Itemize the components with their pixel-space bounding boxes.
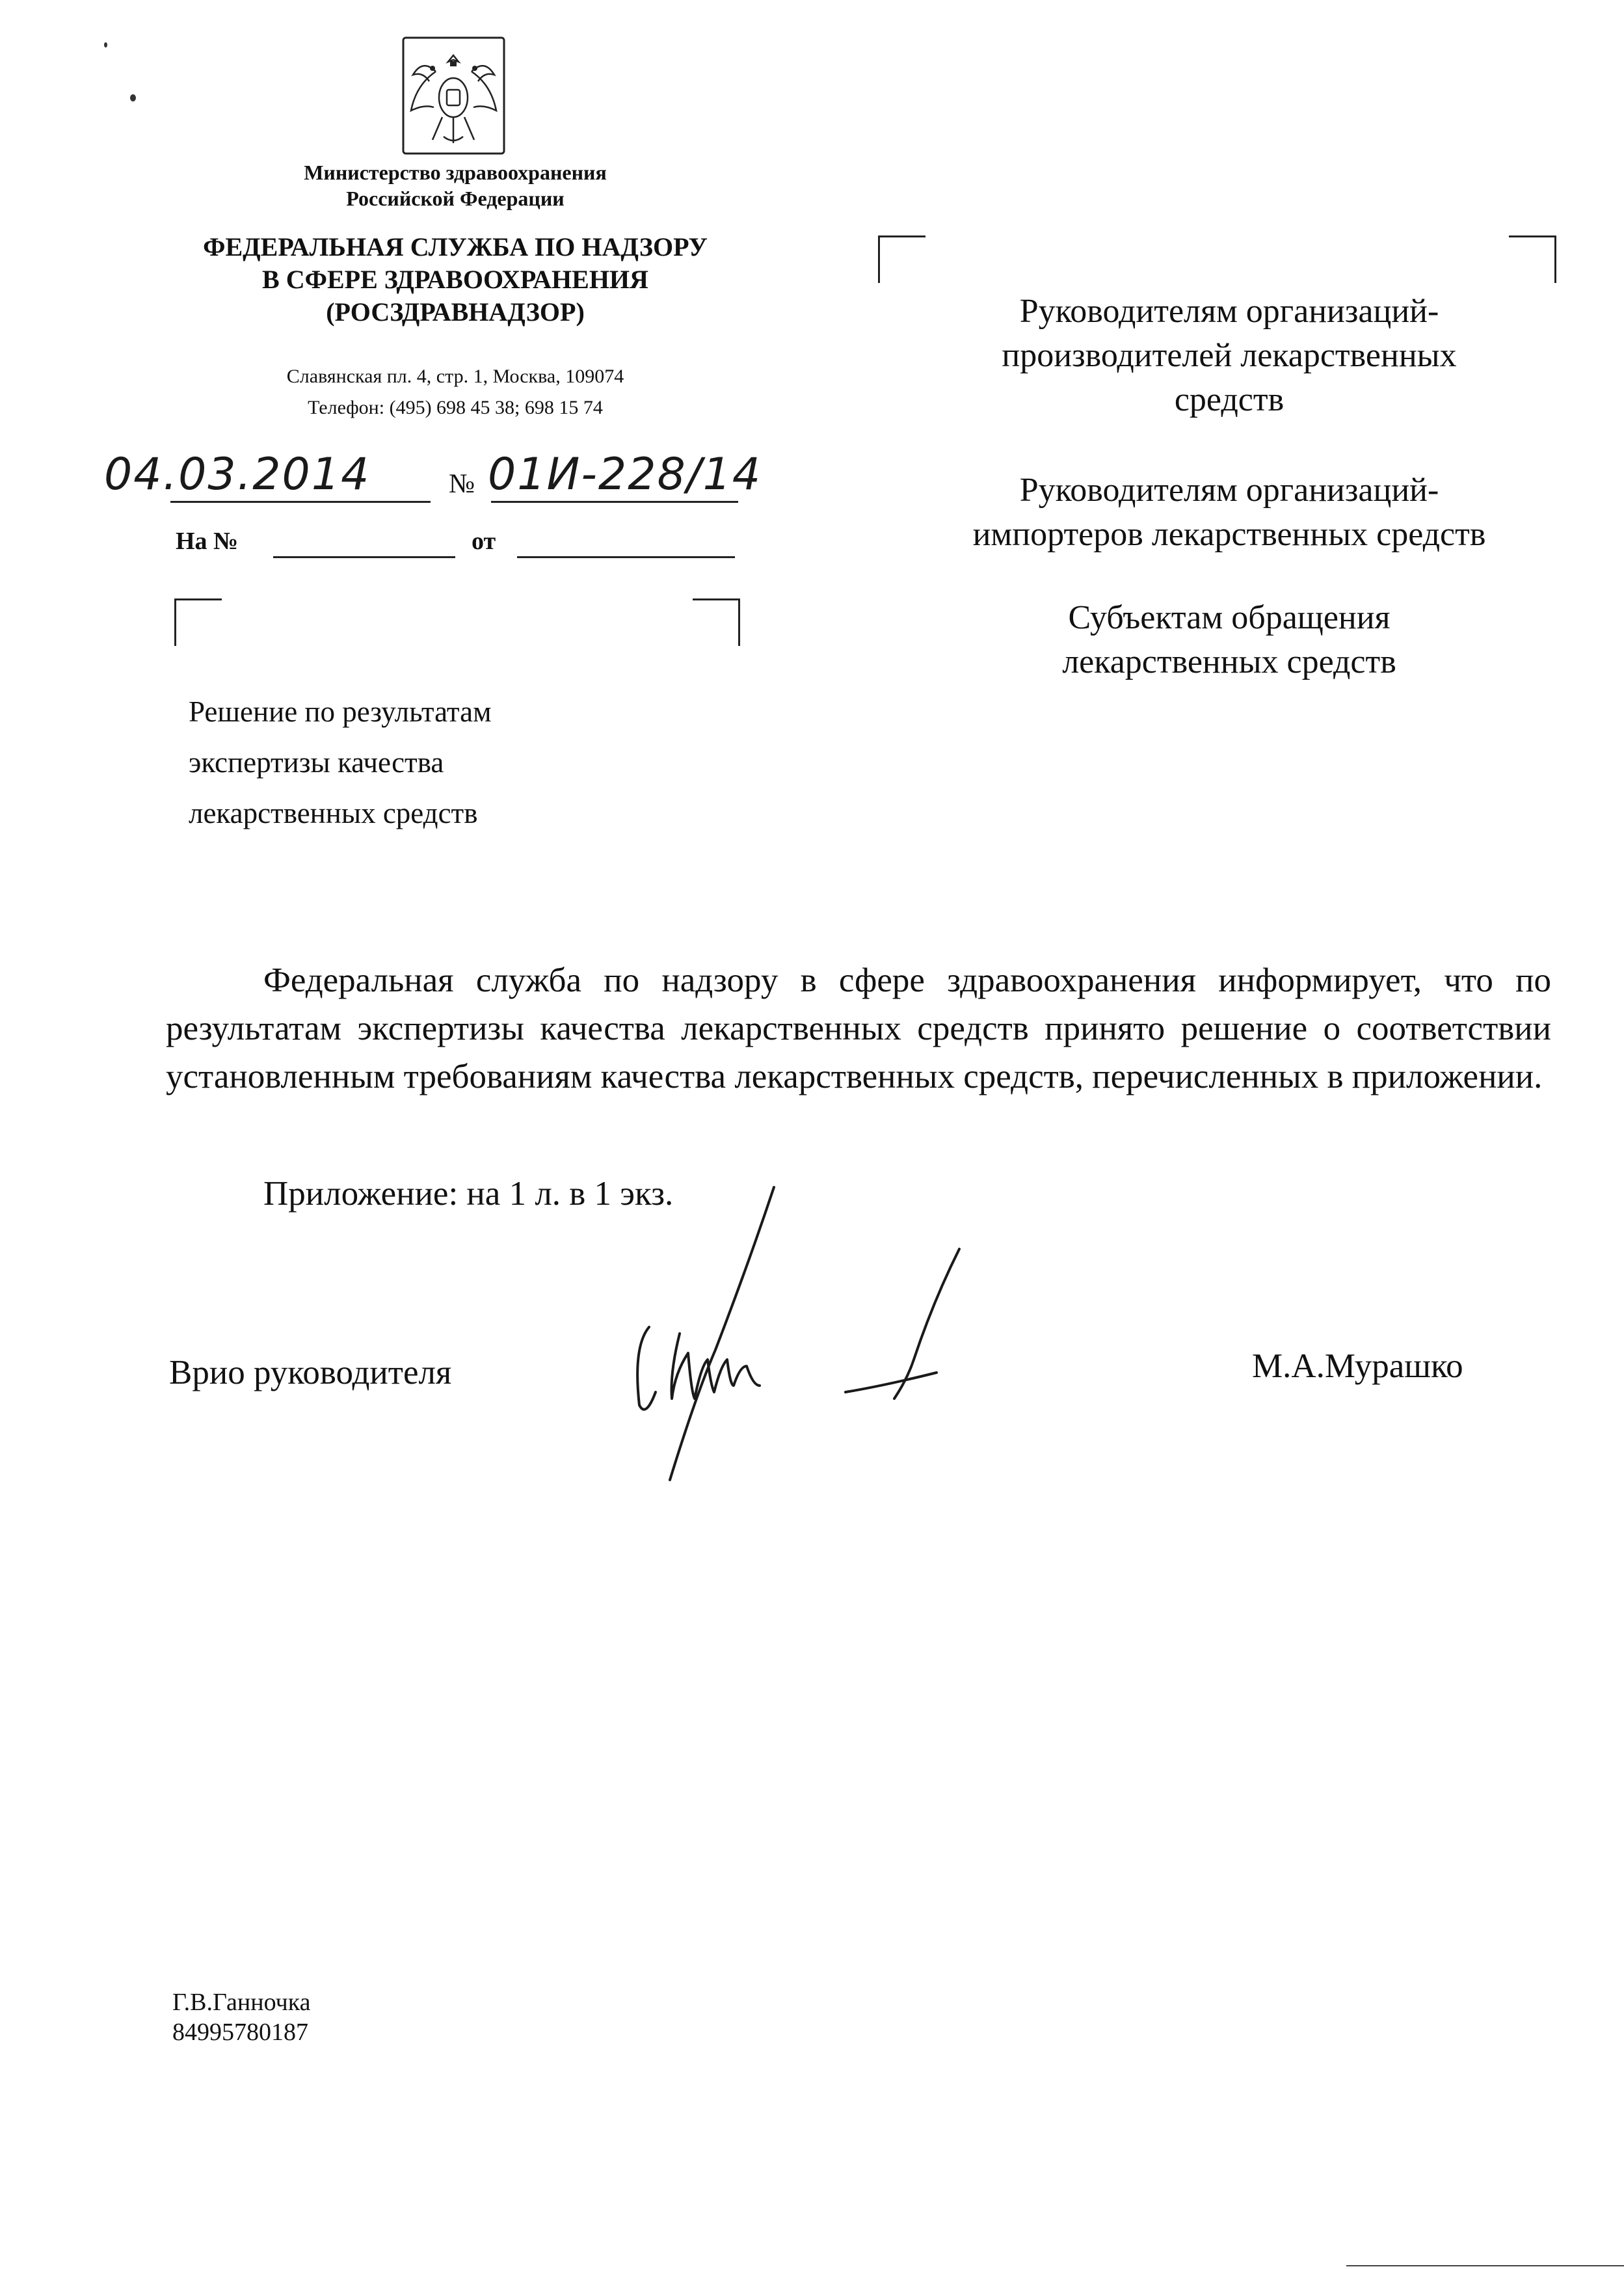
subject-corner-left — [174, 598, 222, 646]
addressee-3-line-2: лекарственных средств — [1062, 643, 1396, 680]
executor-phone: 84995780187 — [172, 2019, 308, 2046]
reply-to-label: На № — [176, 528, 239, 555]
service-line-1: ФЕДЕРАЛЬНАЯ СЛУЖБА ПО НАДЗОРУ — [203, 232, 708, 262]
number-underline — [491, 501, 738, 503]
registration-number: 01И-228/14 — [488, 449, 762, 500]
addressee-corner-left — [878, 235, 925, 283]
appendix-note: Приложение: на 1 л. в 1 экз. — [263, 1175, 674, 1213]
executor-name: Г.В.Ганночка — [172, 1989, 311, 2016]
reply-to-blank — [273, 556, 455, 558]
from-blank — [517, 556, 735, 558]
addressee-corner-right — [1509, 235, 1556, 283]
scan-edge-line — [1346, 2265, 1624, 2266]
from-label: от — [472, 528, 496, 555]
executor-info — [172, 1987, 310, 2047]
service-line-2: В СФЕРЕ ЗДРАВООХРАНЕНИЯ — [262, 265, 648, 294]
signer-position: Врио руководителя — [169, 1354, 452, 1391]
addressee-2-line-2: импортеров лекарственных средств — [972, 516, 1486, 553]
subject-line-3: лекарственных средств — [189, 797, 478, 829]
phone-line: Телефон: (495) 698 45 38; 698 15 74 — [308, 397, 603, 418]
number-symbol: № — [449, 469, 475, 499]
service-name — [156, 231, 754, 329]
scan-speck — [130, 94, 136, 101]
letter-body: Федеральная служба по надзору в сфере здравоохранения информирует, что по результатам экспертизы качества лекарственных средств принято решение о соответствии установленным требованиям качества лекарственных средств, перечисленных в приложении. — [166, 961, 1551, 1095]
ministry-name — [221, 159, 689, 211]
addressee-1-line-1: Руководителям организаций- — [1019, 293, 1439, 330]
service-address — [202, 361, 709, 423]
addressee-2-line-1: Руководителям организаций- — [1019, 472, 1439, 509]
subject-line-1: Решение по результатам — [189, 695, 492, 728]
address-line: Славянская пл. 4, стр. 1, Москва, 109074 — [286, 366, 624, 387]
addressee-block-2 — [904, 468, 1554, 557]
scan-speck — [104, 42, 107, 47]
signer-name: М.А.Мурашко — [1252, 1347, 1463, 1385]
ministry-line-2: Российской Федерации — [346, 187, 565, 210]
letter-subject — [189, 686, 644, 839]
addressee-block-1 — [904, 289, 1554, 422]
ministry-line-1: Министерство здравоохранения — [304, 161, 607, 184]
handwritten-signature — [631, 1184, 969, 1483]
addressee-3-line-1: Субъектам обращения — [1068, 599, 1391, 636]
registration-date: 04.03.2014 — [104, 449, 371, 500]
addressee-1-line-3: средств — [1174, 381, 1285, 418]
addressee-1-line-2: производителей лекарственных — [1002, 337, 1457, 374]
subject-corner-right — [693, 598, 740, 646]
addressee-block-3 — [904, 596, 1554, 684]
date-underline — [170, 501, 431, 503]
service-line-3: (РОСЗДРАВНАДЗОР) — [326, 297, 585, 327]
subject-line-2: экспертизы качества — [189, 746, 444, 779]
double-headed-eagle-emblem — [397, 33, 511, 159]
